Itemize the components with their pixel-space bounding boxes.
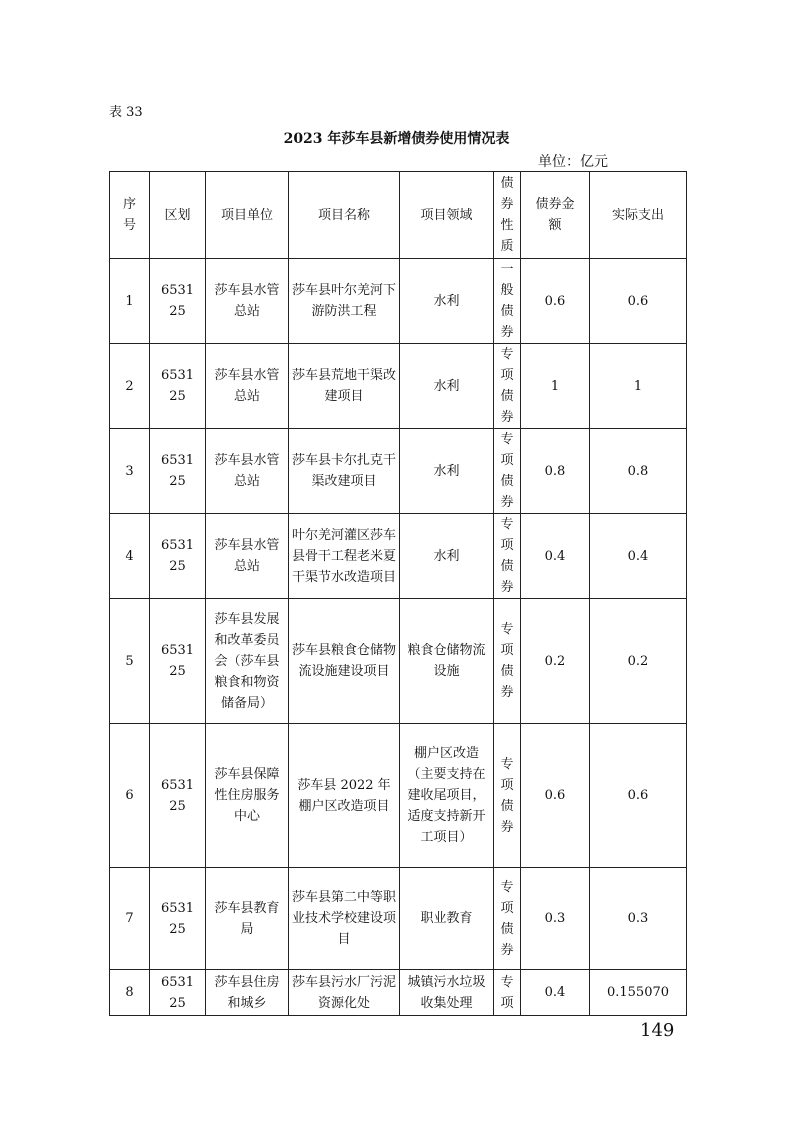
cell-name: 莎车县荒地干渠改建项目 bbox=[289, 344, 400, 429]
cell-spent: 0.8 bbox=[590, 429, 687, 514]
cell-unit: 莎车县水管总站 bbox=[206, 514, 289, 599]
cell-seq: 6 bbox=[110, 724, 150, 868]
cell-region: 653125 bbox=[150, 724, 206, 868]
cell-field: 粮食仓储物流设施 bbox=[400, 599, 494, 724]
header-name: 项目名称 bbox=[289, 172, 400, 259]
cell-type: 一般债券 bbox=[494, 259, 521, 344]
table-row bbox=[110, 259, 687, 344]
table-body bbox=[110, 259, 687, 1016]
cell-amount: 0.4 bbox=[521, 514, 590, 599]
cell-unit: 莎车县教育局 bbox=[206, 868, 289, 970]
cell-field: 水利 bbox=[400, 514, 494, 599]
cell-field: 水利 bbox=[400, 429, 494, 514]
cell-seq: 8 bbox=[110, 970, 150, 1016]
header-unit: 项目单位 bbox=[206, 172, 289, 259]
table-row bbox=[110, 970, 687, 1016]
cell-seq: 7 bbox=[110, 868, 150, 970]
cell-region: 653125 bbox=[150, 970, 206, 1016]
cell-type: 专项债券 bbox=[494, 429, 521, 514]
cell-field: 职业教育 bbox=[400, 868, 494, 970]
cell-spent: 0.6 bbox=[590, 724, 687, 868]
unit-label: 单位：亿元 bbox=[538, 154, 608, 170]
cell-amount: 1 bbox=[521, 344, 590, 429]
table-row bbox=[110, 344, 687, 429]
cell-region: 653125 bbox=[150, 868, 206, 970]
cell-field: 城镇污水垃圾收集处理 bbox=[400, 970, 494, 1016]
header-field: 项目领域 bbox=[400, 172, 494, 259]
header-type: 债 券 性 质 bbox=[494, 172, 521, 259]
table-row bbox=[110, 599, 687, 724]
cell-field: 水利 bbox=[400, 259, 494, 344]
cell-amount: 0.8 bbox=[521, 429, 590, 514]
header-amount: 债券金 额 bbox=[521, 172, 590, 259]
cell-name: 莎车县粮食仓储物流设施建设项目 bbox=[289, 599, 400, 724]
cell-name: 莎车县第二中等职业技术学校建设项目 bbox=[289, 868, 400, 970]
cell-amount: 0.3 bbox=[521, 868, 590, 970]
cell-type: 专项债券 bbox=[494, 514, 521, 599]
cell-name: 莎车县卡尔扎克干渠改建项目 bbox=[289, 429, 400, 514]
cell-unit: 莎车县发展和改革委员会（莎车县粮食和物资储备局） bbox=[206, 599, 289, 724]
table-row bbox=[110, 429, 687, 514]
cell-field: 棚户区改造（主要支持在建收尾项目，适度支持新开工项目） bbox=[400, 724, 494, 868]
cell-seq: 3 bbox=[110, 429, 150, 514]
cell-unit: 莎车县保障性住房服务中心 bbox=[206, 724, 289, 868]
cell-region: 653125 bbox=[150, 514, 206, 599]
cell-unit: 莎车县住房和城乡 bbox=[206, 970, 289, 1016]
cell-amount: 0.2 bbox=[521, 599, 590, 724]
cell-spent: 0.6 bbox=[590, 259, 687, 344]
cell-unit: 莎车县水管总站 bbox=[206, 429, 289, 514]
table-row bbox=[110, 868, 687, 970]
cell-spent: 0.4 bbox=[590, 514, 687, 599]
cell-spent: 0.3 bbox=[590, 868, 687, 970]
document-title: 2023 年莎车县新增债券使用情况表 bbox=[283, 131, 510, 147]
table-number-label: 表 33 bbox=[109, 105, 143, 120]
cell-seq: 2 bbox=[110, 344, 150, 429]
cell-seq: 4 bbox=[110, 514, 150, 599]
cell-region: 653125 bbox=[150, 599, 206, 724]
cell-name: 莎车县污水厂污泥资源化处 bbox=[289, 970, 400, 1016]
cell-name: 莎车县 2022 年棚户区改造项目 bbox=[289, 724, 400, 868]
cell-seq: 5 bbox=[110, 599, 150, 724]
cell-type: 专项 bbox=[494, 970, 521, 1016]
cell-unit: 莎车县水管总站 bbox=[206, 259, 289, 344]
cell-amount: 0.6 bbox=[521, 724, 590, 868]
header-spent: 实际支出 bbox=[590, 172, 687, 259]
cell-type: 专项债券 bbox=[494, 599, 521, 724]
cell-seq: 1 bbox=[110, 259, 150, 344]
cell-amount: 0.6 bbox=[521, 259, 590, 344]
bond-usage-table bbox=[109, 171, 687, 1016]
cell-unit: 莎车县水管总站 bbox=[206, 344, 289, 429]
table-header-row bbox=[110, 172, 687, 259]
cell-spent: 1 bbox=[590, 344, 687, 429]
cell-region: 653125 bbox=[150, 259, 206, 344]
cell-name: 叶尔羌河灌区莎车县骨干工程老米夏干渠节水改造项目 bbox=[289, 514, 400, 599]
cell-spent: 0.155070 bbox=[590, 970, 687, 1016]
cell-amount: 0.4 bbox=[521, 970, 590, 1016]
table-row bbox=[110, 514, 687, 599]
header-seq: 序 号 bbox=[110, 172, 150, 259]
cell-field: 水利 bbox=[400, 344, 494, 429]
cell-region: 653125 bbox=[150, 344, 206, 429]
cell-type: 专项债券 bbox=[494, 724, 521, 868]
table-row bbox=[110, 724, 687, 868]
cell-type: 专项债券 bbox=[494, 344, 521, 429]
cell-type: 专项债券 bbox=[494, 868, 521, 970]
header-region: 区划 bbox=[150, 172, 206, 259]
page-number: 149 bbox=[640, 1020, 675, 1041]
cell-region: 653125 bbox=[150, 429, 206, 514]
cell-spent: 0.2 bbox=[590, 599, 687, 724]
cell-name: 莎车县叶尔羌河下游防洪工程 bbox=[289, 259, 400, 344]
